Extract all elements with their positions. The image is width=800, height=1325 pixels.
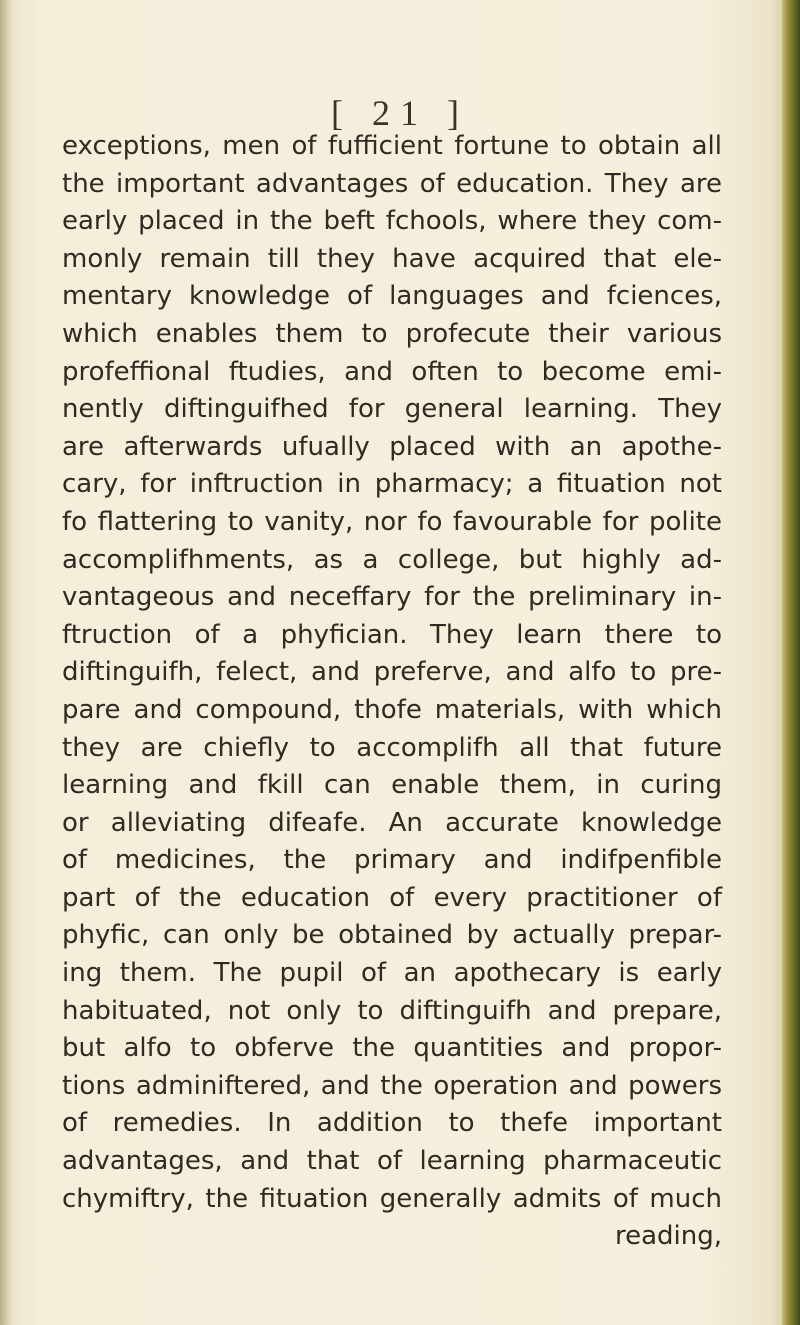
- text-line: mentary knowledge of languages and fciences,: [62, 281, 722, 312]
- text-line: cary, for inftruction in pharmacy; a fituation not: [62, 469, 722, 500]
- text-line: chymiftry, the fituation generally admits of much: [62, 1183, 722, 1214]
- text-line: the important advantages of education. They are: [62, 168, 722, 199]
- text-line: which enables them to profecute their various: [62, 318, 722, 349]
- catchword: reading,: [614, 1221, 722, 1252]
- text-line: vantageous and neceffary for the preliminary in-: [62, 582, 722, 613]
- text-line: but alfo to obferve the quantities and propor-: [62, 1033, 722, 1064]
- text-line: tions adminiftered, and the operation and powers: [62, 1070, 722, 1101]
- page-number: [ 21 ]: [331, 93, 469, 133]
- text-line: fo flattering to vanity, nor fo favourable for polite: [62, 506, 722, 537]
- text-line: or alleviating difeafe. An accurate knowledge: [62, 807, 722, 838]
- text-line: ftruction of a phyfician. They learn there to: [62, 619, 722, 650]
- book-binding-edge: [782, 0, 800, 1325]
- text-line: ing them. The pupil of an apothecary is early: [62, 958, 722, 989]
- text-line: pare and compound, thofe materials, with which: [62, 694, 722, 725]
- text-line: accomplifhments, as a college, but highly ad-: [62, 544, 722, 575]
- text-line: of medicines, the primary and indifpenfible: [62, 845, 722, 876]
- text-line: profeffional ftudies, and often to become emi-: [62, 356, 722, 387]
- text-line: monly remain till they have acquired that ele-: [62, 243, 722, 274]
- text-line: learning and fkill can enable them, in curing: [62, 770, 722, 801]
- text-line: early placed in the beft fchools, where they com-: [62, 206, 722, 237]
- page-left-edge: [0, 0, 14, 1325]
- text-line: of remedies. In addition to thefe important: [62, 1108, 722, 1139]
- text-line: part of the education of every practitioner of: [62, 882, 722, 913]
- text-line: they are chiefly to accomplifh all that future: [62, 732, 722, 763]
- text-line: nently diftinguifhed for general learning. They: [62, 394, 722, 425]
- text-line: habituated, not only to diftinguifh and prepare,: [62, 995, 722, 1026]
- text-line: advantages, and that of learning pharmaceutic: [62, 1146, 722, 1177]
- text-line: phyfic, can only be obtained by actually prepar-: [62, 920, 722, 951]
- text-line: diftinguifh, felect, and preferve, and alfo to pre-: [62, 657, 722, 688]
- text-line: are afterwards ufually placed with an apothe-: [62, 431, 722, 462]
- body-text: [62, 128, 722, 1256]
- text-line: exceptions, men of fufficient fortune to obtain all: [62, 131, 722, 161]
